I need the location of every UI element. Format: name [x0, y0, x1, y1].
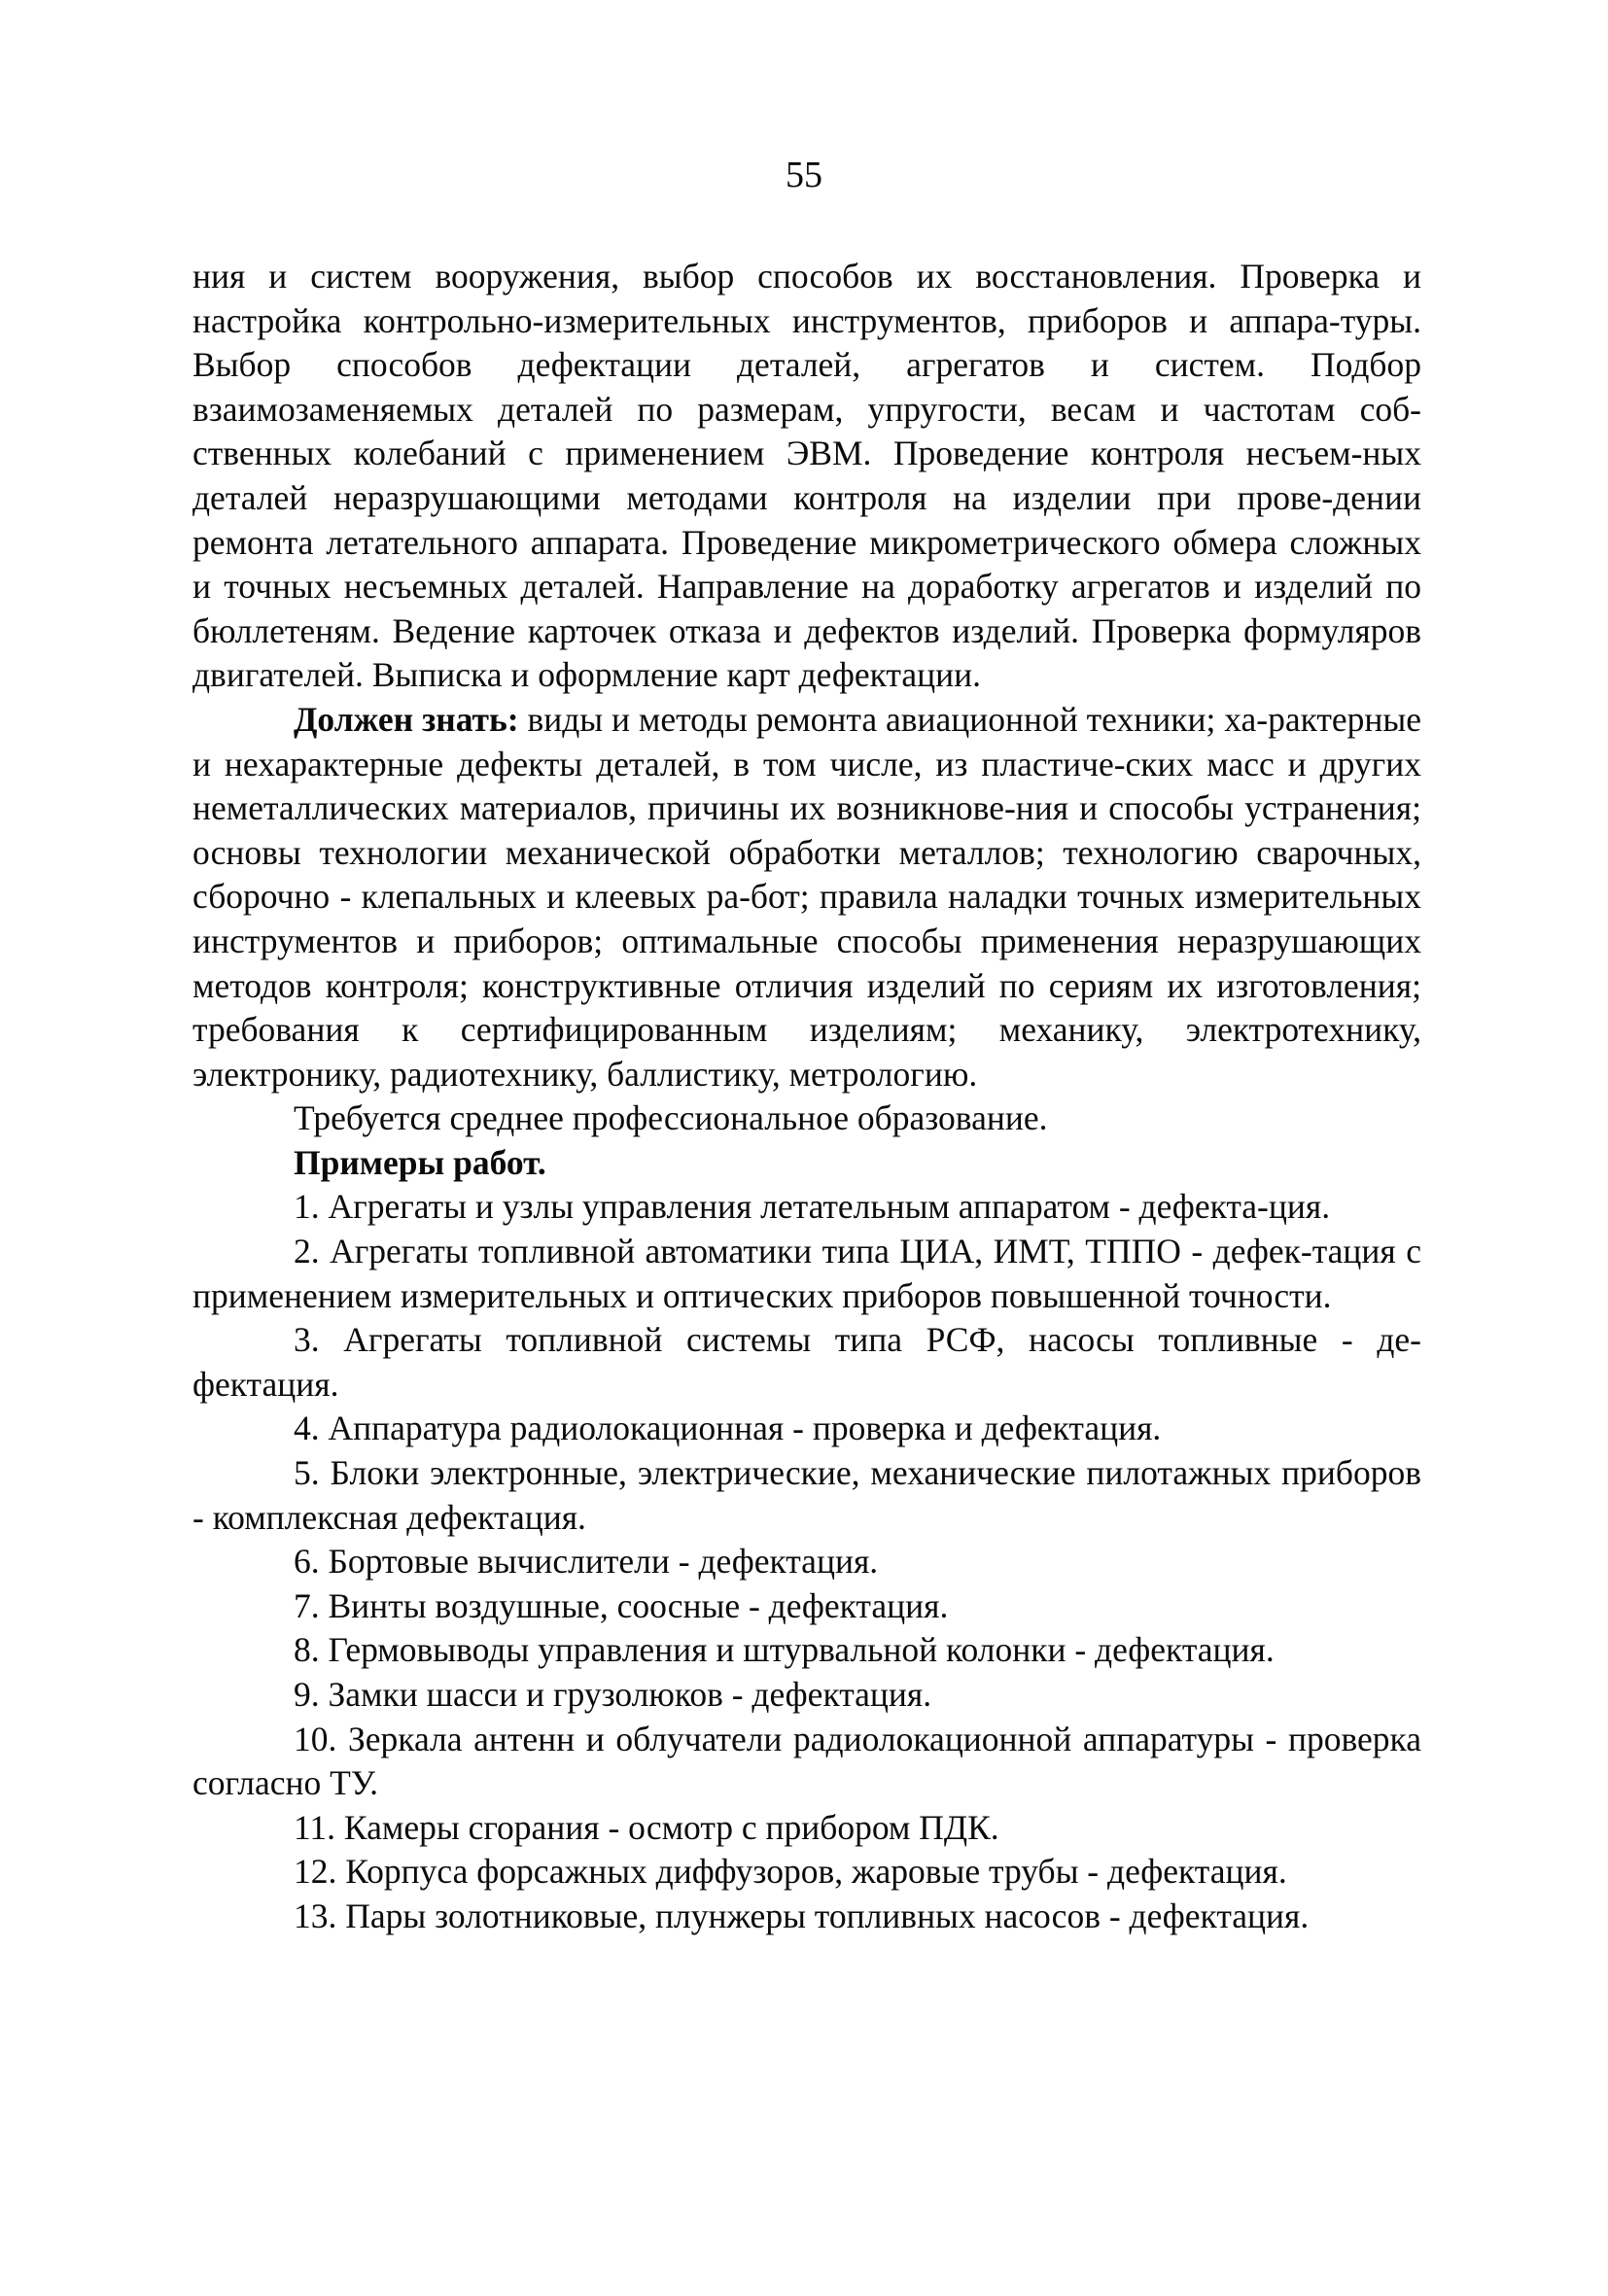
example-item: 10. Зеркала антенн и облучатели радиолокационной аппаратуры - проверка согласно ТУ. — [192, 1719, 1421, 1803]
example-item: 12. Корпуса форсажных диффузоров, жаровые трубы - дефектация. — [294, 1852, 1287, 1892]
examples-heading: Примеры работ. — [294, 1142, 546, 1182]
example-item: 5. Блоки электронные, электрические, механические пилотажных приборов - комплексная дефектация. — [192, 1453, 1421, 1537]
paragraph-continuation: ния и систем вооружения, выбор способов их восстановления. Проверка и настройка контрольно-измерительных инструментов, приборов и аппара-туры. Выбор способов дефектации деталей, агрегатов и систем. Подбор взаимозаменяемых деталей по размерам, упругости, весам и частотам соб-ственных колебаний с применением ЭВМ. Проведение контроля несъем-ных деталей неразрушающими методами контроля на изделии при прове-дении ремонта летательного аппарата. Проведение микрометрического обмера сложных и точных несъемных деталей. Направление на доработку агрегатов и изделий по бюллетеням. Ведение карточек отказа и дефектов изделий. Проверка формуляров двигателей. Выписка и оформление карт дефектации. — [192, 257, 1421, 695]
must-know-label: Должен знать: — [294, 699, 519, 739]
must-know-text: виды и методы ремонта авиационной техники; ха-рактерные и нехарактерные дефекты деталей, в том числе, из пластиче-ских масс и других неметаллических материалов, причины их возникнове-ния и способы устранения; основы технологии механической обработки металлов; технологию сварочных, сборочно - клепальных и клеевых ра-бот; правила наладки точных измерительных инструментов и приборов; оптимальные способы применения неразрушающих методов контроля; конструктивные отличия изделий по сериям их изготовления; требования к сертифицированным изделиям; механику, электротехнику, электронику, радиотехнику, баллистику, метрологию. — [192, 699, 1421, 1094]
example-item: 11. Камеры сгорания - осмотр с прибором ПДК. — [294, 1807, 999, 1847]
example-item: 6. Бортовые вычислители - дефектация. — [294, 1542, 879, 1582]
example-item: 7. Винты воздушные, соосные - дефектация. — [294, 1585, 949, 1625]
example-item: 1. Агрегаты и узлы управления летательным аппаратом - дефекта-ция. — [294, 1187, 1331, 1227]
page-body — [192, 255, 1421, 1939]
paragraph-must-know — [192, 698, 1421, 1096]
example-item: 13. Пары золотниковые, плунжеры топливных насосов - дефектация. — [294, 1896, 1310, 1935]
example-item: 9. Замки шасси и грузолюков - дефектация. — [294, 1675, 932, 1714]
paragraph-education: Требуется среднее профессиональное образование. — [294, 1098, 1048, 1138]
example-item: 2. Агрегаты топливной автоматики типа ЦИА, ИМТ, ТППО - дефек-тация с применением измерительных и оптических приборов повышенной точности. — [192, 1232, 1421, 1315]
example-item: 8. Гермовыводы управления и штурвальной колонки - дефектация. — [294, 1630, 1275, 1670]
example-item: 3. Агрегаты топливной системы типа РСФ, насосы топливные - де-фектация. — [192, 1320, 1421, 1404]
example-item: 4. Аппаратура радиолокационная - проверка и дефектация. — [294, 1409, 1162, 1448]
page-number: 55 — [786, 155, 822, 195]
